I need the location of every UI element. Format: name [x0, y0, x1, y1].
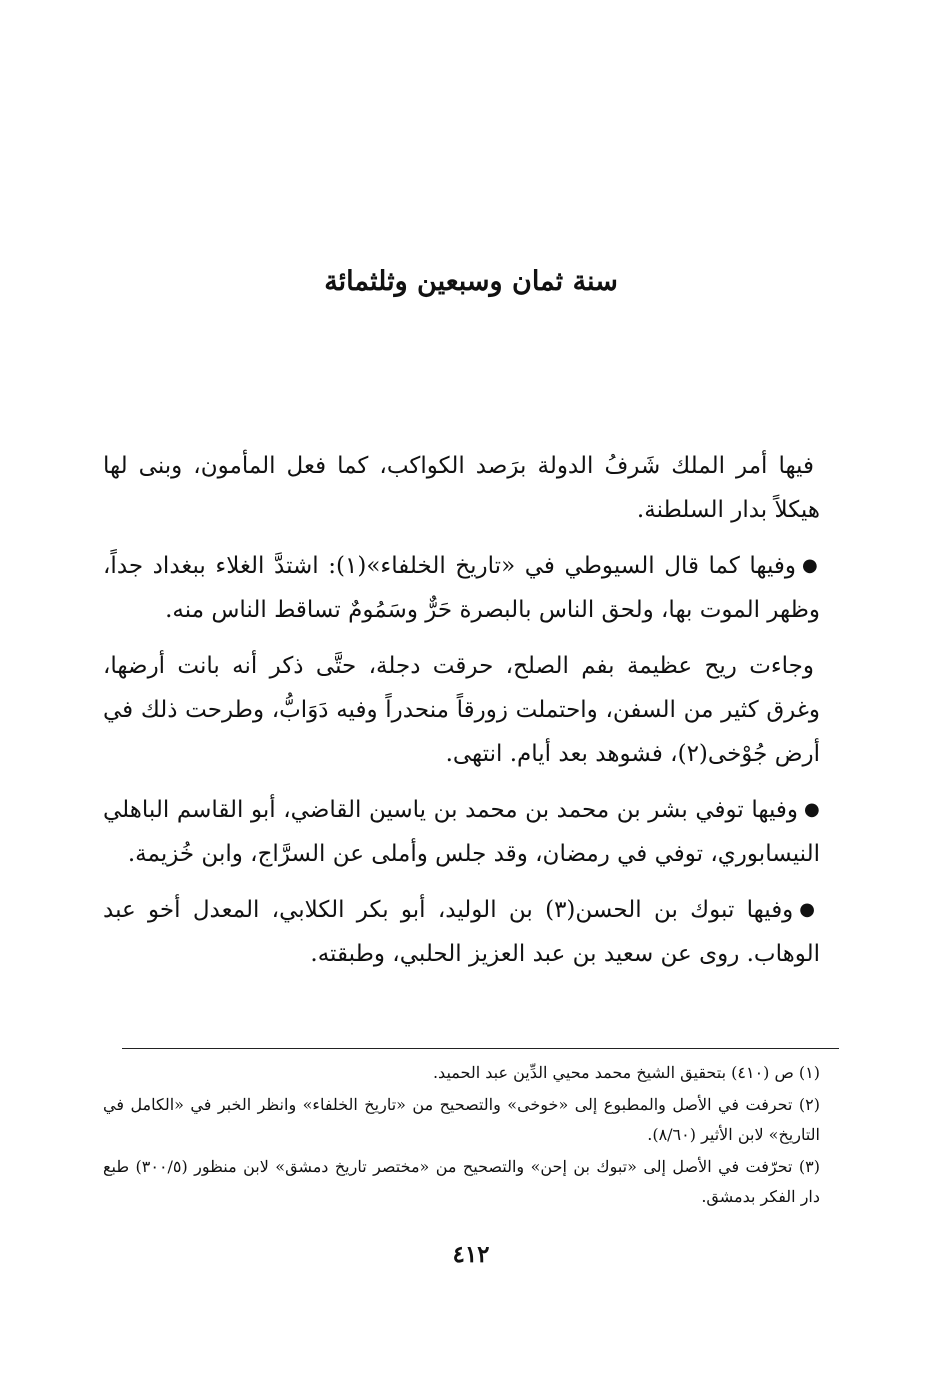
- paragraph: [103, 544, 820, 632]
- footnote-divider: [122, 1048, 839, 1049]
- bullet-icon: ●: [802, 555, 821, 576]
- footnote: (٢) تحرفت في الأصل والمطبوع إلى «خوخى» والتصحيح من «تاريخ الخلفاء» وانظر الخبر في «الكامل في التاريخ» لابن الأثير (٨/٦٠).: [103, 1095, 820, 1144]
- page-number: ٤١٢: [452, 1241, 490, 1268]
- paragraph-text: وفيها توفي بشر بن محمد بن محمد بن ياسين القاضي، أبو القاسم الباهلي النيسابوري، توفي في رمضان، وقد جلس وأملى عن السرَّاج، وابن خُزيمة.: [103, 797, 820, 867]
- paragraph-text: فيها أمر الملك شَرفُ الدولة برَصد الكواكب، كما فعل المأمون، وبنى لها هيكلاً بدار السلطنة.: [103, 453, 820, 523]
- footnote: (١) ص (٤١٠) بتحقيق الشيخ محمد محيي الدِّين عبد الحميد.: [432, 1063, 820, 1082]
- paragraph: [103, 888, 820, 976]
- main-text: [103, 444, 820, 988]
- paragraph-text: وجاءت ريح عظيمة بفم الصلح، حرقت دجلة، حتَّى ذكر أنه بانت أرضها، وغرق كثير من السفن، واحتملت زورقاً منحدراً وفيه دَوَابُّ، وطرحت ذلك في أرض جُوْخى(٢)، فشوهد بعد أيام. انتهى.: [103, 653, 820, 767]
- chapter-title: سنة ثمان وسبعين وثلثمائة: [324, 266, 618, 297]
- footnote: (٣) تحرّفت في الأصل إلى «تبوك بن إحن» والتصحيح من «مختصر تاريخ دمشق» لابن منظور (٣٠٠/٥) طبع دار الفكر بدمشق.: [103, 1157, 821, 1206]
- footnotes: [103, 1058, 820, 1214]
- paragraph-text: وفيها كما قال السيوطي في «تاريخ الخلفاء»(١): اشتدَّ الغلاء ببغداد جداً، وظهر الموت بها، ولحق الناس بالبصرة حَرٌّ وسَمُومٌ تساقط الناس منه.: [103, 553, 820, 623]
- bullet-icon: ●: [804, 799, 820, 820]
- paragraph: [103, 788, 820, 876]
- paragraph: [103, 644, 820, 776]
- paragraph: [103, 444, 820, 532]
- paragraph-text: وفيها تبوك بن الحسن(٣) بن الوليد، أبو بكر الكلابي، المعدل أخو عبد الوهاب. روى عن سعيد بن عبد العزيز الحلبي، وطبقته.: [103, 897, 820, 967]
- bullet-icon: ●: [799, 899, 820, 920]
